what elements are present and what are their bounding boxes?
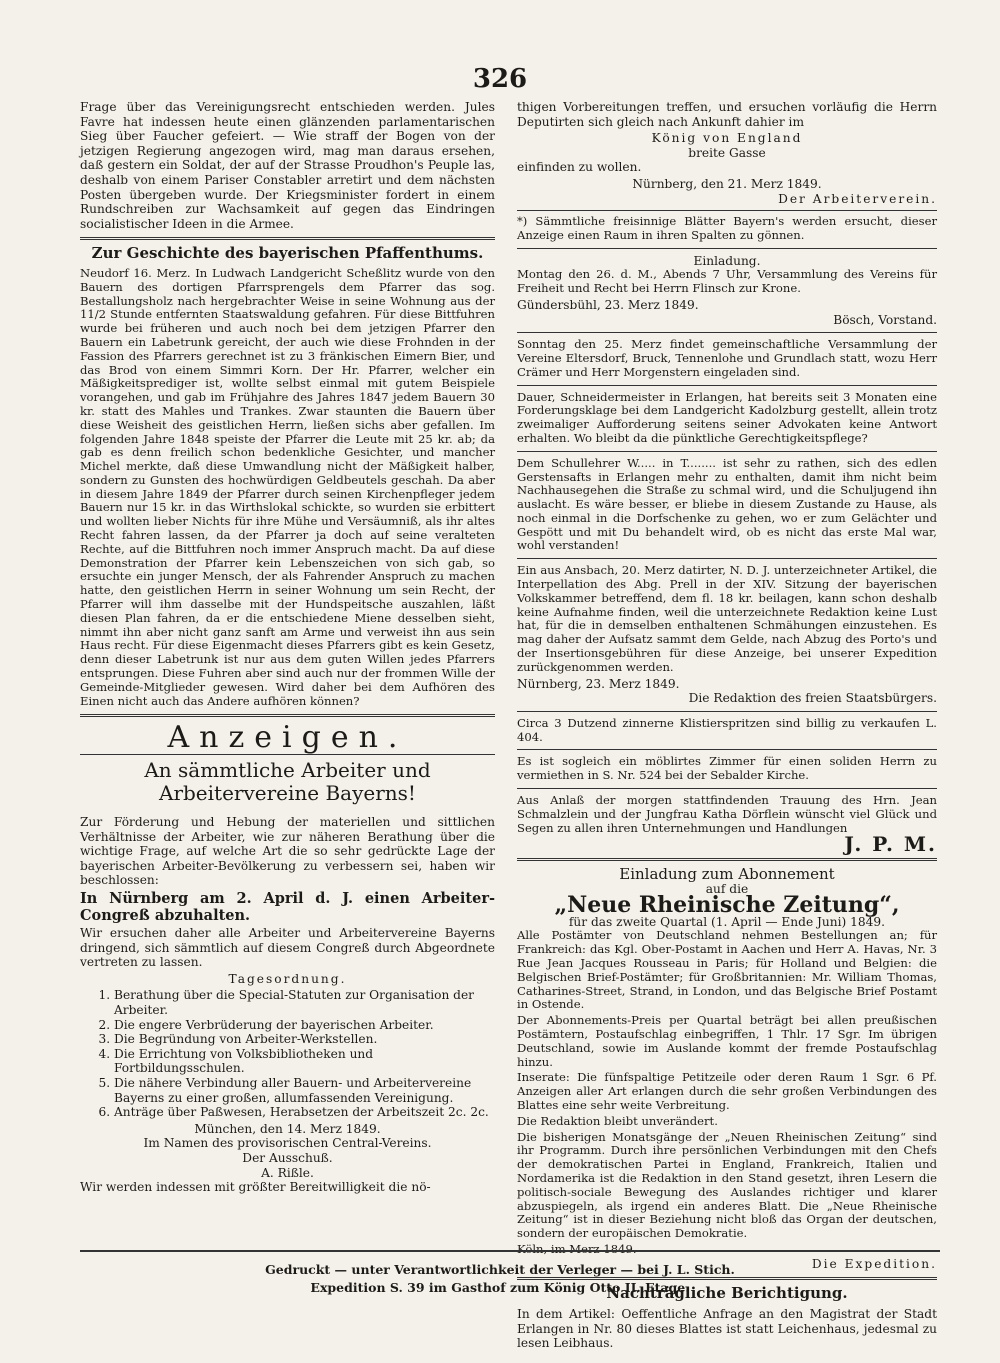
on-behalf-line: Im Namen des provisorischen Central-Vereins.	[143, 1136, 432, 1151]
closing-line: Wir werden indessen mit größter Bereitwilligkeit die nö-	[80, 1180, 431, 1195]
klistier-notice: Circa 3 Dutzend zinnerne Klistierspritzen sind billig zu verkaufen L. 404.	[517, 715, 937, 744]
article-paragraph: Frage über das Vereinigungsrecht entschieden werden. Jules Favre hat indessen heute einen glänzenden parlamentarischen Sieg über Faucher gefeiert. — Wie straff der Bogen von der jetzigen Regierung angezogen wird, mag man daraus ersehen, daß gestern ein Soldat, der auf der Strasse Proudhon's Peuple las, deshalb von einem Pariser Constabler arretirt und dem nächsten Posten übergeben wurde. Der Kriegsminister fordert in einem Rundschreiben zur Wachsamkeit auf gegen das Eindringen socialistischer Ideen in die Armee.	[80, 100, 495, 231]
section-title: Zur Geschichte des bayerischen Pfaffenthums.	[91, 244, 484, 263]
right-column	[517, 100, 937, 1353]
agenda-item: 3. Die Begründung von Arbeiter-Werkstellen.	[114, 1032, 495, 1047]
abo-quarter: für das zweite Quartal (1. April — Ende Juni) 1849.	[568, 914, 886, 929]
divider	[517, 451, 937, 452]
abo-text: Die bisherigen Monatsgänge der „Neuen Rheinischen Zeitung“ sind ihr Programm. Durch ihre persönlichen Verbindungen mit den Chefs der demokratischen Partei in England, Frankreich, Italien und Nordamerika ist die Redaktion in den Stand gesetzt, ihren Lesern die politisch-sociale Bewegung des Auslandes richtiger und klarer abzuspiegeln, als irgend ein anderes Blatt. Die „Neue Rheinische Zeitung“ ist in dieser Beziehung nicht bloß das Organ der deutschen, sondern der europäischen Demokratie.	[517, 1129, 937, 1241]
footer-divider	[80, 1250, 940, 1252]
agenda-item: 2. Die engere Verbrüderung der bayerischen Arbeiter.	[114, 1018, 495, 1033]
divider	[517, 558, 937, 559]
arrive-line: einfinden zu wollen.	[517, 160, 642, 175]
signature: Der Arbeiterverein.	[778, 191, 937, 206]
inn-name: König von England	[651, 131, 803, 146]
footer-printer: Gedruckt — unter Verantwortlichkeit der Verleger — bei J. L. Stich.	[265, 1262, 735, 1277]
abo-date: Köln, im Merz 1849.	[517, 1241, 637, 1256]
teacher-notice: Dem Schullehrer W..... in T........ ist sehr zu rathen, sich des edlen Gerstensafts in Erlangen mehr zu enthalten, damit ihm nicht beim Nachhausegehen die Straße zu schmal wird, und die Schuljugend ihn auslacht. Es wäre besser, er bliebe in diesem Zustande zu Hause, als noch einmal in die Dorfschenke zu gehen, wo er zum Gelächter und Gespött und mit Du behandelt wird, ob es nicht das erste Mal war, wohl verstanden!	[517, 455, 937, 553]
abo-text: Der Abonnements-Preis per Quartal beträgt bei allen preußischen Postämtern, Postaufschlag einbegriffen, 1 Thlr. 17 Sgr. Im übrigen Deutschland, sowie im Auslande kommt der fremde Postaufschlag hinzu.	[517, 1013, 937, 1069]
invite-text: Wir ersuchen daher alle Arbeiter und Arbeitervereine Bayerns dringend, sich sämmtlich auf diesem Congreß durch Abgeordnete vertreten zu lassen.	[80, 926, 495, 970]
committee-line: Der Ausschuß.	[242, 1150, 333, 1165]
wedding-signature: J. P. M.	[844, 832, 937, 857]
ad-continuation: thigen Vorbereitungen treffen, und ersuchen vorläufig die Herrn Deputirten sich gleich nach Ankunft dahier im	[517, 100, 937, 129]
correction-text: In dem Artikel: Oeffentliche Anfrage an den Magistrat der Stadt Erlangen in Nr. 80 dieses Blattes ist statt Leichenhaus, jedesmal zu lesen Leibhaus.	[517, 1306, 937, 1351]
abo-intro: Einladung zum Abonnement	[619, 865, 835, 884]
ansbach-signature: Die Redaktion des freien Staatsbürgers.	[688, 691, 937, 706]
divider	[517, 248, 937, 249]
place-date: Nürnberg, den 21. Merz 1849.	[632, 176, 822, 191]
abo-signature: Die Expedition.	[811, 1256, 937, 1271]
divider	[517, 788, 937, 789]
agenda-item: 4. Die Errichtung von Volksbibliotheken und Fortbildungsschulen.	[114, 1047, 495, 1076]
dauer-notice: Dauer, Schneidermeister in Erlangen, hat bereits seit 3 Monaten eine Forderungsklage bei dem Landgericht Kadolzburg gestellt, allein trotz zweimaliger Aufforderung seitens seiner Advokaten keine Antwort erhalten. Wo bleibt da die pünktliche Gerechtigkeitspflege?	[517, 389, 937, 445]
agenda-list	[80, 988, 495, 1119]
congress-line: In Nürnberg am 2. April d. J. einen Arbeiter-Congreß abzuhalten.	[80, 890, 495, 924]
divider	[517, 749, 937, 750]
abo-newspaper-title: „Neue Rheinische Zeitung“,	[554, 892, 900, 919]
sunday-notice: Sonntag den 25. Merz findet gemeinschaftliche Versammlung der Vereine Eltersdorf, Bruck, Tennenlohe und Grundlach statt, wozu Herr Crämer und Herr Morgenstern eingeladen sind.	[517, 337, 937, 379]
footer-expedition: Expedition S. 39 im Gasthof zum König Otto II. Etage.	[310, 1280, 690, 1295]
appeal-text: Zur Förderung und Hebung der materiellen und sittlichen Verhältnisse der Arbeiter, wie zur näheren Berathung über die wichtige Frage, auf welche Art die so sehr gedrückte Lage der bayerischen Arbeiter-Bevölkerung zu verbessern sei, haben wir beschlossen:	[80, 815, 495, 888]
ansbach-notice: Ein aus Ansbach, 20. Merz datirter, N. D. J. unterzeichneter Artikel, die Interpellation des Abg. Prell in der XIV. Sitzung der bayerischen Volkskammer betreffend, dem fl. 18 kr. beilagen, kann schon deshalb keine Aufnahme finden, weil die unterzeichnete Redaktion keine Lust hat, für die in demselben enthaltenen Schmähungen einzustehen. Es mag daher der Aufsatz sammt dem Gelde, nach Abzug des Porto's und der Insertionsgebühren für diese Anzeige, bei unserer Expedition zurückgenommen werden.	[517, 563, 937, 674]
divider	[517, 711, 937, 712]
divider	[517, 332, 937, 333]
divider	[80, 237, 495, 240]
wedding-notice: Aus Anlaß der morgen stattfindenden Trauung des Hrn. Jean Schmalzlein und der Jungfrau Katha Dörflein wünscht viel Glück und Segen zu allen ihren Unternehmungen und Handlungen	[517, 793, 937, 835]
divider	[517, 858, 937, 861]
street-name: breite Gasse	[688, 145, 766, 160]
zimmer-notice: Es ist sogleich ein möblirtes Zimmer für einen soliden Herrn zu vermiethen in S. Nr. 524 bei der Sebalder Kirche.	[517, 754, 937, 783]
article-paragraph: Neudorf 16. Merz. In Ludwach Landgericht Scheßlitz wurde von den Bauern des dortigen Pfarrsprengels dem Pfarrer das sog. Bestallungsholz nach hergebrachter Weise in seine Wohnung aus der 11/2 Stunde entfernten Staatswaldung gefahren. Für diese Bittfuhren wurde bei früheren und auch noch bei dem jetzigen Pfarrer den Bauern ein Labetrunk gereicht, der auch wie diese Frohnden in der Fassion des Pfarrers gerechnet ist zu 3 fränkischen Eimern Bier, und das Brod von einem Simmri Korn. Der Hr. Pfarrer, welcher ein Mäßigkeitsprediger ist, wollte selbst einmal mit gutem Beispiele vorangehen, und gab im Frühjahre des Jahres 1847 jedem Bauern 30 kr. statt des Mahles und Trankes. Zwar staunten die Bauern über diese Weisheit des geistlichen Herrn, ließen sichs aber gefallen. Im folgenden Jahre 1848 speiste der Pfarrer die Leute mit 25 kr. ab; da gab es denn freilich schon bedenkliche Gesichter, und mancher Michel merkte, daß diese Umwandlung nicht der Mäßigkeit halber, sondern zu Gunsten des hochwürdigen Geldbeutels geschah. Da aber in diesem Jahre 1849 der Pfarrer durch seinen Kirchenpfleger jedem Bauern nur 15 kr. in das Wirthslokal schickte, so wurden sie erbittert und wollten lieber Nichts für ihre Mühe und Versäumniß, als ihr altes Recht fahren lassen, da der Pfarrer ja doch auf seine veralteten Rechte, auf die Bittfuhren noch immer Anspruch macht. Da auf diese Demonstration der Pfarrer kein Lebenszeichen von sich gab, so ersuchte ein junger Mensch, der als Fahrender Anspruch zu machen hatte, den geistlichen Herrn in seiner Wohnung um sein Recht, der Pfarrer will ihm dasselbe mit der Hundspeitsche auszahlen, läßt diesen Plan fahren, da er die entschiedene Miene desselben sieht, nimmt ihn aber nicht ganz sanft am Arme und verweist ihn aus sein Haus recht. Für diese Eigenmacht dieses Pfarrers gibt es kein Gesetz, denn dieser Labetrunk ist nur aus dem guten Willen jedes Pfarrers entsprungen. Diese Fuhren aber sind auch nur der frommen Wille der Gemeinde-Mitglieder gewesen. Wird daher bei dem Aufhören des Einen nicht auch das Andere aufhören können?	[80, 265, 495, 708]
signer-line: A. Rißle.	[261, 1165, 314, 1180]
date-line: München, den 14. Merz 1849.	[194, 1121, 381, 1136]
meeting-place: Gündersbühl, 23. Merz 1849.	[517, 297, 699, 312]
einladung-title: Einladung.	[693, 253, 761, 268]
abo-auf: auf die	[705, 881, 749, 896]
abo-text: Alle Postämter von Deutschland nehmen Bestellungen an; für Frankreich: das Kgl. Ober-Postamt in Aachen und Herr A. Havas, Nr. 3 Rue Jean Jacques Rousseau in Paris; für Holland und Belgien: die Belgischen Brief-Postämter; für Großbritannien: Mr. William Thomas, Catharines-Street, Strand, in London, und das Belgische Brief Postamt in Ostende.	[517, 928, 937, 1012]
divider	[517, 385, 937, 386]
correction-title: Nachträgliche Berichtigung.	[606, 1284, 848, 1303]
appeal-title: An sämmtliche Arbeiter und Arbeitervereine Bayerns!	[144, 758, 431, 806]
page-number: 326	[472, 64, 528, 94]
agenda-item: 1. Berathung über die Special-Statuten zur Organisation der Arbeiter.	[114, 988, 495, 1017]
abo-text: Die Redaktion bleibt unverändert.	[517, 1113, 718, 1128]
meeting-text: Montag den 26. d. M., Abends 7 Uhr, Versammlung des Vereins für Freiheit und Recht bei Herrn Flinsch zur Krone.	[517, 267, 937, 296]
agenda-item: 5. Die nähere Verbindung aller Bauern- und Arbeitervereine Bayerns zu einer großen, allumfassenden Vereinigung.	[114, 1076, 495, 1105]
meeting-signature: Bösch, Vorstand.	[833, 312, 937, 327]
ads-title: Anzeigen.	[167, 720, 408, 756]
agenda-item: 6. Anträge über Paßwesen, Herabsetzen der Arbeitszeit 2c. 2c.	[114, 1105, 495, 1120]
footnote: *) Sämmtliche freisinnige Blätter Bayern's werden ersucht, dieser Anzeige einen Raum in ihren Spalten zu gönnen.	[517, 214, 937, 242]
ansbach-date: Nürnberg, 23. Merz 1849.	[517, 676, 680, 691]
left-column	[80, 100, 495, 1197]
divider	[80, 714, 495, 717]
abo-text: Inserate: Die fünfspaltige Petitzeile oder deren Raum 1 Sgr. 6 Pf. Anzeigen aller Art erlangen durch die sehr großen Verbindungen des Blattes eine sehr weite Verbreitung.	[517, 1070, 937, 1112]
agenda-title: Tagesordnung.	[228, 971, 347, 986]
divider	[517, 210, 937, 211]
